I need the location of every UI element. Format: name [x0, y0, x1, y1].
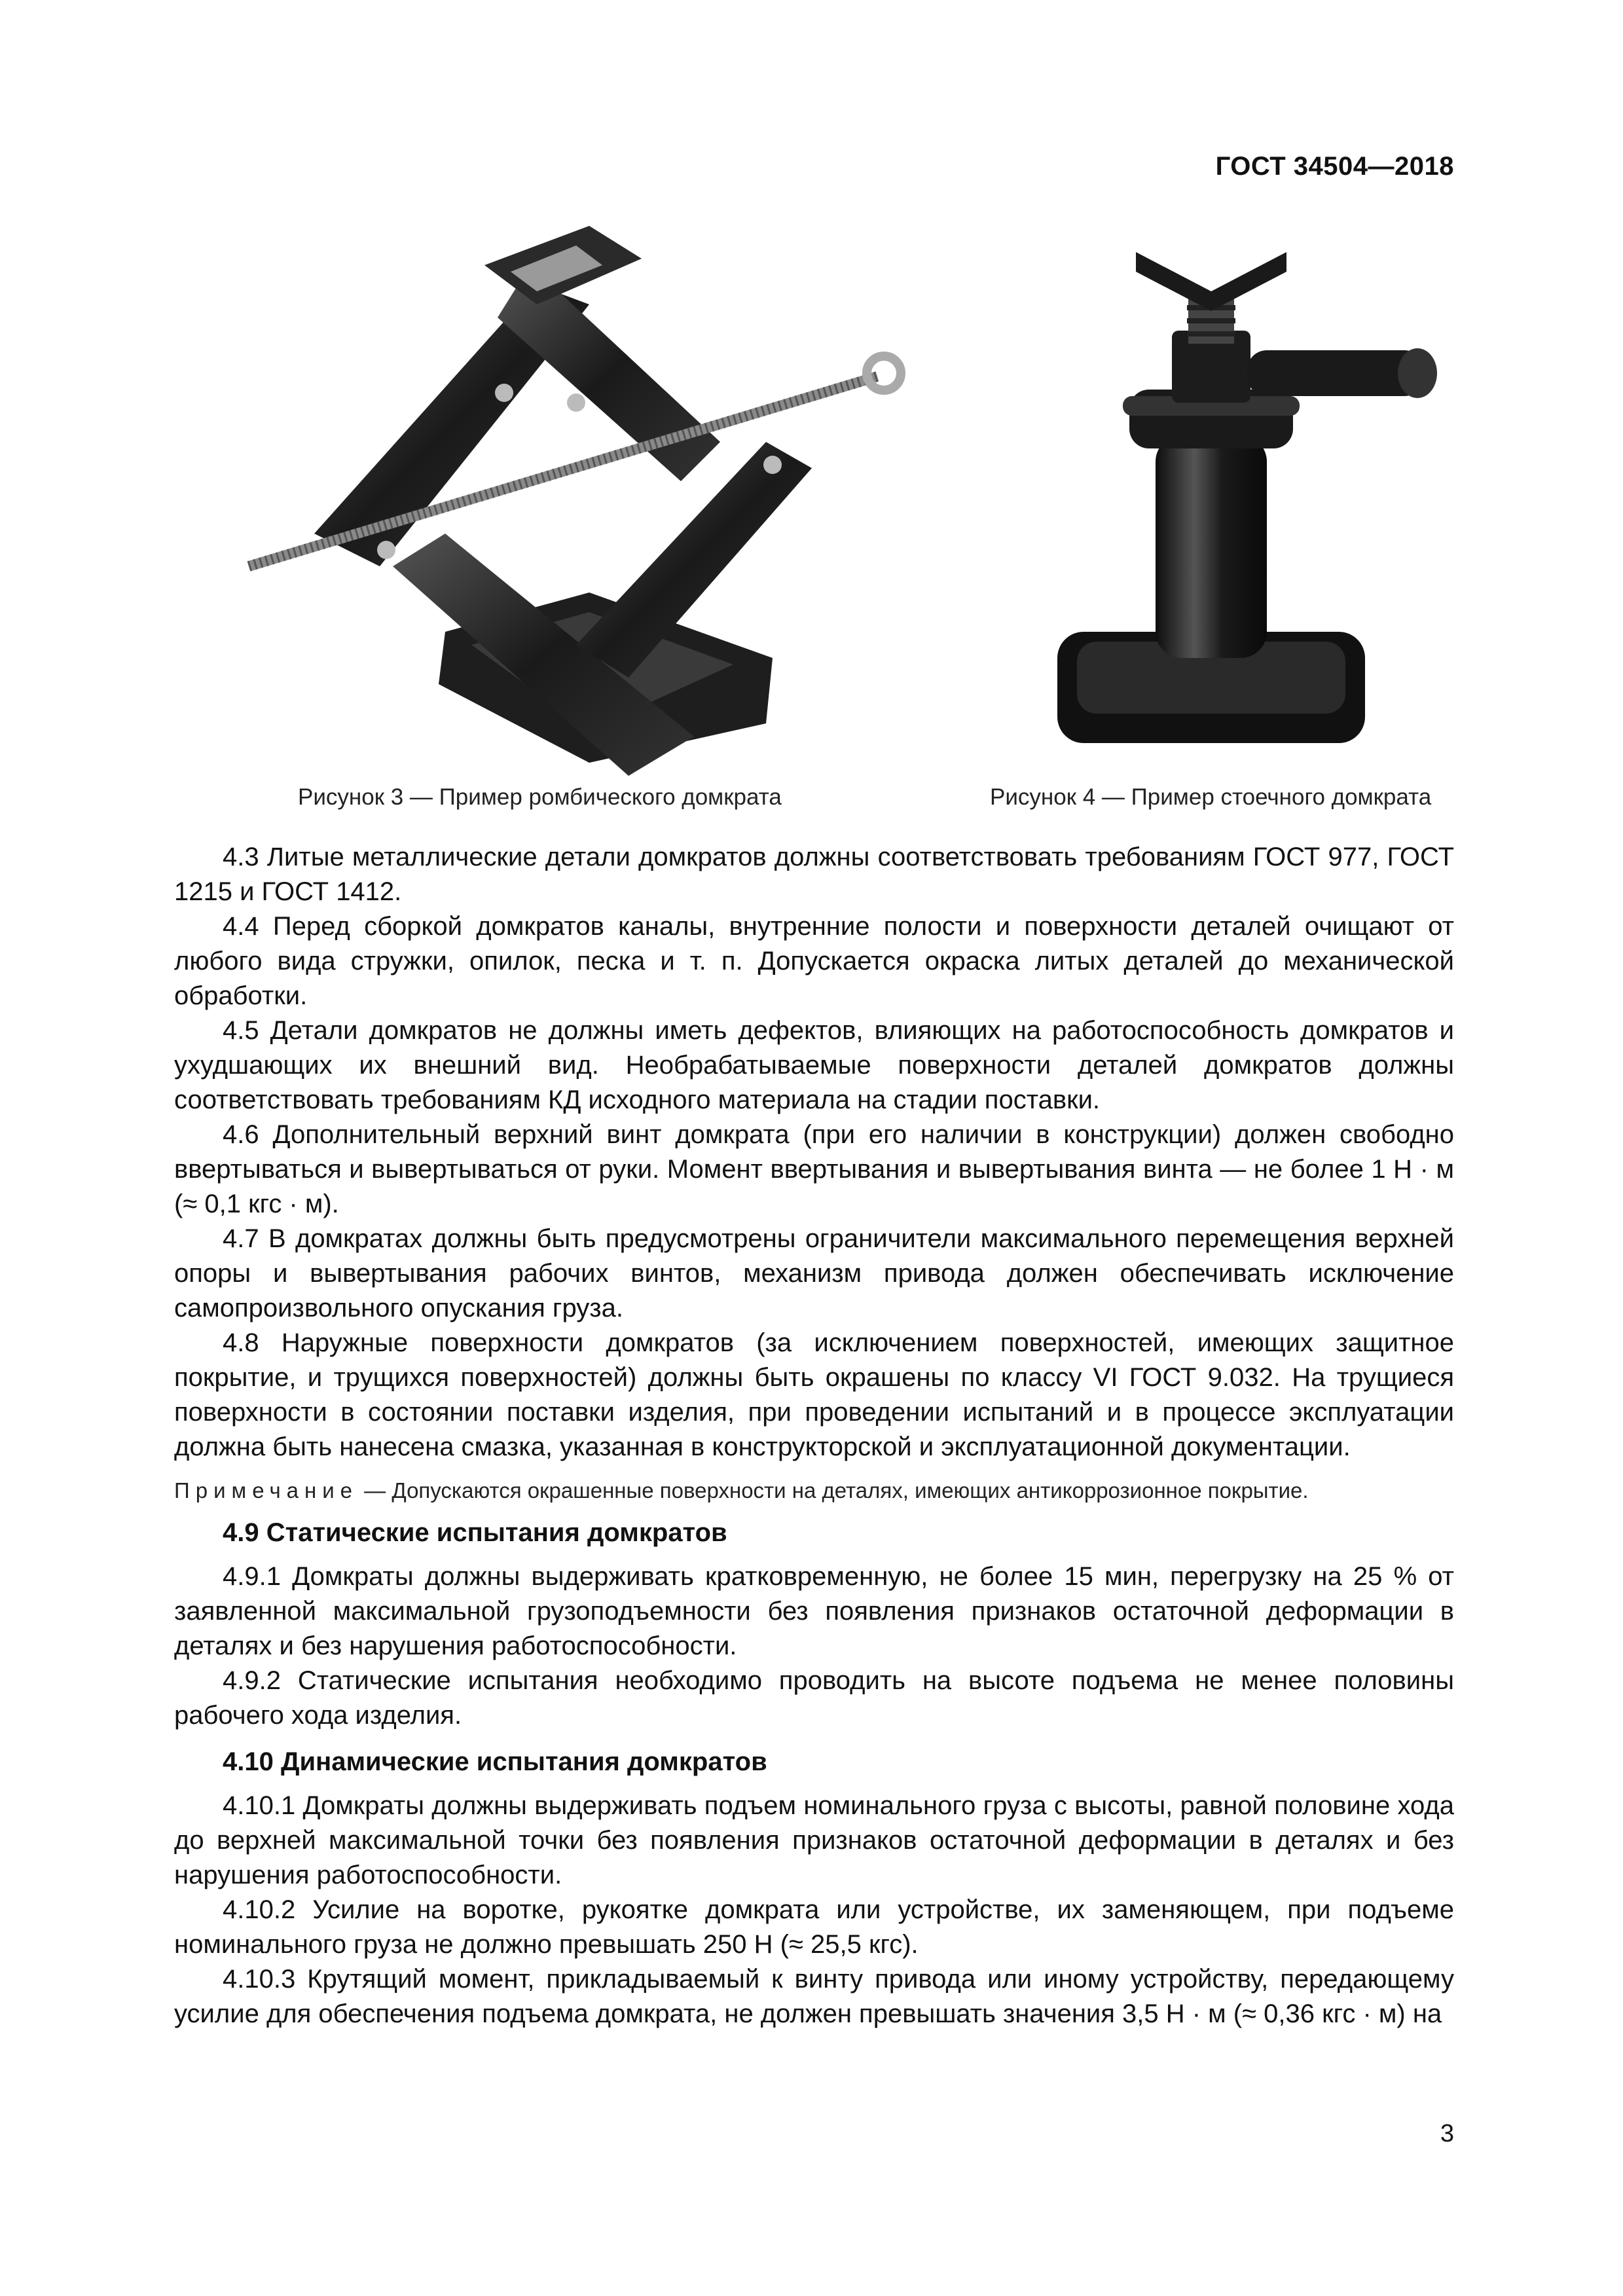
document-id: ГОСТ 34504—2018 [1215, 152, 1454, 181]
note [174, 1478, 1454, 1504]
paragraph-4-9-2: 4.9.2 Статические испытания необходимо проводить на высоте подъема не менее половины рабочего хода изделия. [174, 1666, 1454, 1730]
paragraph-4-7: 4.7 В домкратах должны быть предусмотрены ограничители максимального перемещения верхней опоры и вывертывания рабочих винтов, механизм привода должен обеспечивать исключение самопроизвольного опускания груза. [174, 1224, 1454, 1322]
bottle-jack-photo [1018, 232, 1476, 769]
note-text: — Допускаются окрашенные поверхности на деталях, имеющих антикоррозионное покрытие. [358, 1478, 1309, 1503]
scissor-jack-photo [223, 226, 917, 782]
page-number: 3 [1440, 2120, 1454, 2147]
figure-4-caption: Рисунок 4 — Пример стоечного домкрата [990, 784, 1432, 810]
paragraph-4-6: 4.6 Дополнительный верхний винт домкрата (при его наличии в конструкции) должен свободно ввертываться и вывертываться от руки. Момент ввертывания и вывертывания винта — не более 1 Н · м (≈ 0,1 кгс · м). [174, 1120, 1454, 1218]
paragraph-4-10-3: 4.10.3 Крутящий момент, прикладываемый к винту привода или иному устройству, передающему усилие для обеспечения подъема домкрата, не должен превышать значения 3,5 Н · м (≈ 0,36 кгс · м) на [174, 1965, 1454, 2028]
paragraph-4-10-1: 4.10.1 Домкраты должны выдерживать подъем номинального груза с высоты, равной половине хода до верхней максимальной точки без появления признаков остаточной деформации в деталях и без нарушения работоспособности. [174, 1791, 1454, 1889]
heading-4-10: 4.10 Динамические испытания домкратов [223, 1747, 767, 1776]
note-label: Примечание [174, 1478, 359, 1503]
paragraph-4-4: 4.4 Перед сборкой домкратов каналы, внутренние полости и поверхности деталей очищают от любого вида стружки, опилок, песка и т. п. Допускается окраска литых деталей до механической обработки. [174, 912, 1454, 1010]
heading-4-9: 4.9 Статические испытания домкратов [223, 1518, 727, 1547]
paragraph-4-5: 4.5 Детали домкратов не должны иметь дефектов, влияющих на работоспособность домкратов и ухудшающих их внешний вид. Необрабатываемые поверхности деталей домкратов должны соответствовать требованиям КД исходного материала на стадии поставки. [174, 1016, 1454, 1114]
figure-3-caption: Рисунок 3 — Пример ромбического домкрата [298, 784, 782, 810]
paragraph-4-10-2: 4.10.2 Усилие на воротке, рукоятке домкрата или устройстве, их заменяющем, при подъеме номинального груза не должно превышать 250 Н (≈ 25,5 кгс). [174, 1895, 1454, 1959]
paragraph-4-3: 4.3 Литые металлические детали домкратов должны соответствовать требованиям ГОСТ 977, ГОСТ 1215 и ГОСТ 1412. [174, 843, 1454, 906]
paragraph-4-9-1: 4.9.1 Домкраты должны выдерживать кратковременную, не более 15 мин, перегрузку на 25 % от заявленной максимальной грузоподъемности без появления признаков остаточной деформации в деталях и без нарушения работоспособности. [174, 1562, 1454, 1660]
paragraph-4-8: 4.8 Наружные поверхности домкратов (за исключением поверхностей, имеющих защитное покрытие, и трущихся поверхностей) должны быть окрашены по классу VI ГОСТ 9.032. На трущиеся поверхности в состоянии поставки изделия, при проведении испытаний и в процессе эксплуатации должна быть нанесена смазка, указанная в конструкторской и эксплуатационной документации. [174, 1328, 1454, 1461]
body-text [174, 840, 1454, 2032]
